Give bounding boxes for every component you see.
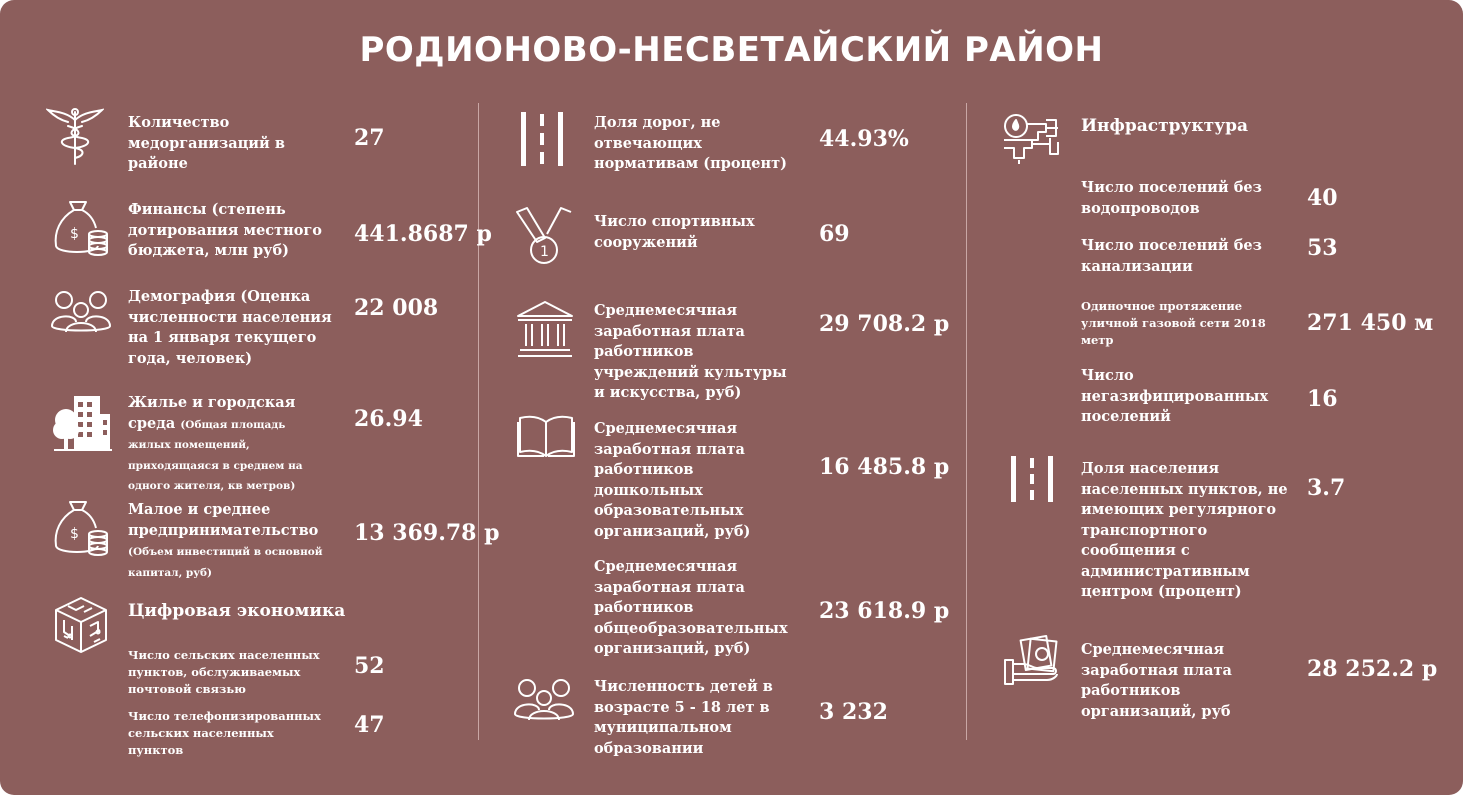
building-tree-icon [52,394,114,452]
postal-label: Число сельских населенных пунктов, обслуживаемых почтовой связью [128,648,320,696]
sport-label: Число спортивных сооружений [594,213,755,251]
finance-value: 441.8687 р [354,221,492,247]
culture-salary-label: Среднемесячная заработная плата работников учреждений культуры и искусства, руб) [594,302,787,401]
gas-network-value: 271 450 м [1307,310,1434,336]
circuit-cube-icon [54,596,108,654]
water-pipes-icon [1002,112,1060,166]
gas-network-label: Одиночное протяжение уличной газовой сети 2018 метр [1081,299,1266,347]
no-gas-label: Число негазифицированных поселений [1081,367,1269,425]
book-icon [516,414,576,458]
med-organizations-label: Количество медорганизаций в районе [128,114,285,172]
svg-text:$: $ [70,526,79,542]
housing-value: 26.94 [354,406,423,432]
culture-salary-value: 29 708.2 р [819,311,950,337]
children-label: Численность детей в возрасте 5 - 18 лет в муниципальном образовании [594,678,773,757]
sewer-label: Число поселений без канализации [1081,237,1262,275]
road-icon [519,110,565,168]
finance-label: Финансы (степень дотирования местного бюджета, млн руб) [128,201,322,259]
infrastructure-header: Инфраструктура [1081,116,1248,136]
business-value: 13 369.78 р [354,520,500,546]
phone-value: 47 [354,712,385,738]
org-salary-label: Среднемесячная заработная плата работников организаций, руб [1081,641,1232,720]
water-value: 40 [1307,185,1338,211]
housing-title: Жилье и городская среда [128,394,296,432]
children-value: 3 232 [819,699,888,725]
page-title: РОДИОНОВО-НЕСВЕТАЙСКИЙ РАЙОН [359,30,1104,70]
phone-label: Число телефонизированных сельских населенных пунктов [128,709,321,757]
svg-text:$: $ [70,226,79,242]
housing-label [128,393,328,496]
sewer-value: 53 [1307,235,1338,261]
roads-value: 44.93% [819,126,909,152]
business-title: Малое и среднее предпринимательство [128,501,319,539]
business-note: (Объем инвестиций в основной капитал, руб) [128,546,323,579]
digital-economy-header: Цифровая экономика [128,601,346,621]
demography-value: 22 008 [354,295,439,321]
med-organizations-value: 27 [354,125,385,151]
column-divider-left [478,103,479,740]
postal-value: 52 [354,653,385,679]
water-label: Число поселений без водопроводов [1081,179,1262,217]
people-group-icon [50,286,112,336]
preschool-salary-value: 16 485.8 р [819,454,950,480]
money-bag-icon [52,198,110,258]
school-salary-label: Среднемесячная заработная плата работников общеобразовательных организаций, руб) [594,558,788,657]
transport-value: 3.7 [1307,475,1346,501]
transport-label: Доля населения населенных пунктов, не имеющих регулярного транспортного сообщения с административным центром (процент) [1081,460,1288,600]
medal-icon [515,206,573,266]
money-bag-icon [52,498,110,558]
column-divider-right [966,103,967,740]
roads-label: Доля дорог, не отвечающих нормативам (процент) [594,114,787,172]
housing-note: (Общая площадь жилых помещений, приходящаяся в среднем на одного жителя, кв метров) [128,418,303,492]
business-label [128,500,333,582]
preschool-salary-label: Среднемесячная заработная плата работников дошкольных образовательных организаций, руб) [594,420,751,540]
sport-value: 69 [819,221,850,247]
people-group-icon [513,674,575,724]
school-salary-value: 23 618.9 р [819,598,950,624]
museum-icon [516,300,574,358]
demography-label: Демография (Оценка численности населения на 1 января текущего года, человек) [128,288,332,367]
org-salary-value: 28 252.2 р [1307,656,1438,682]
hand-money-icon [1003,634,1059,688]
road-icon [1009,454,1055,504]
svg-text:1: 1 [540,244,549,260]
caduceus-icon [46,106,104,166]
no-gas-value: 16 [1307,386,1338,412]
